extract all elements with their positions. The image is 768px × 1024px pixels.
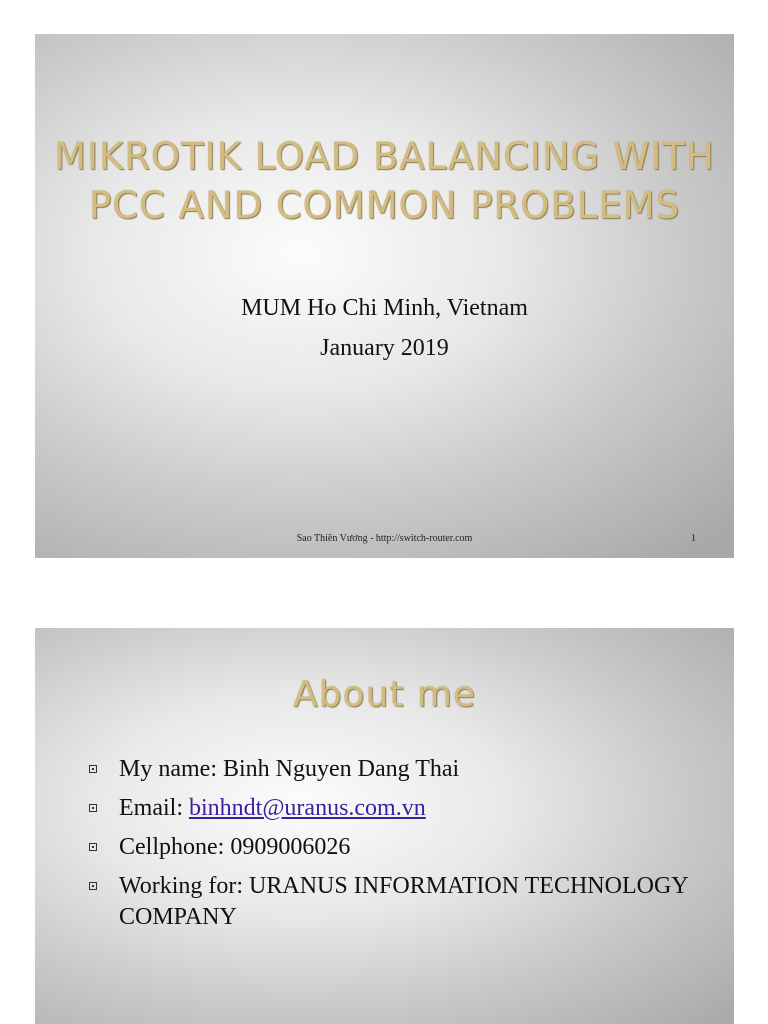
square-bullet-icon xyxy=(89,804,97,812)
employer-label: Working for: xyxy=(119,873,250,899)
square-bullet-icon xyxy=(89,882,97,890)
square-bullet-icon xyxy=(89,765,97,773)
list-item-email xyxy=(85,793,705,824)
list-item-name xyxy=(85,754,705,785)
list-item-employer xyxy=(85,871,705,933)
slide-1-footer: Sao Thiên Vương - http://switch-router.com xyxy=(296,533,473,544)
name-value: Binh Nguyen Dang Thai xyxy=(222,756,460,782)
email-label: Email: xyxy=(119,795,189,821)
square-bullet-icon xyxy=(89,843,97,851)
slide-1-title: MIKROTIK LOAD BALANCING WITH PCC AND COMMON PROBLEMS xyxy=(54,135,715,227)
slide-1 xyxy=(35,34,734,558)
slide-2-title: About me xyxy=(292,674,477,715)
name-label: My name: xyxy=(119,756,223,782)
email-link[interactable]: binhndt@uranus.com.vn xyxy=(188,795,426,821)
employer-value: URANUS INFORMATION TECHNOLOGY COMPANY xyxy=(119,873,688,930)
slide-1-subtitle-date: January 2019 xyxy=(320,335,449,361)
slide-1-subtitle-location: MUM Ho Chi Minh, Vietnam xyxy=(241,295,528,321)
phone-label: Cellphone: xyxy=(119,834,231,860)
about-me-list xyxy=(85,754,705,941)
slide-2 xyxy=(35,628,734,1024)
phone-value: 0909006026 xyxy=(230,834,351,860)
slide-1-page-number: 1 xyxy=(691,533,696,544)
list-item-phone xyxy=(85,832,705,863)
